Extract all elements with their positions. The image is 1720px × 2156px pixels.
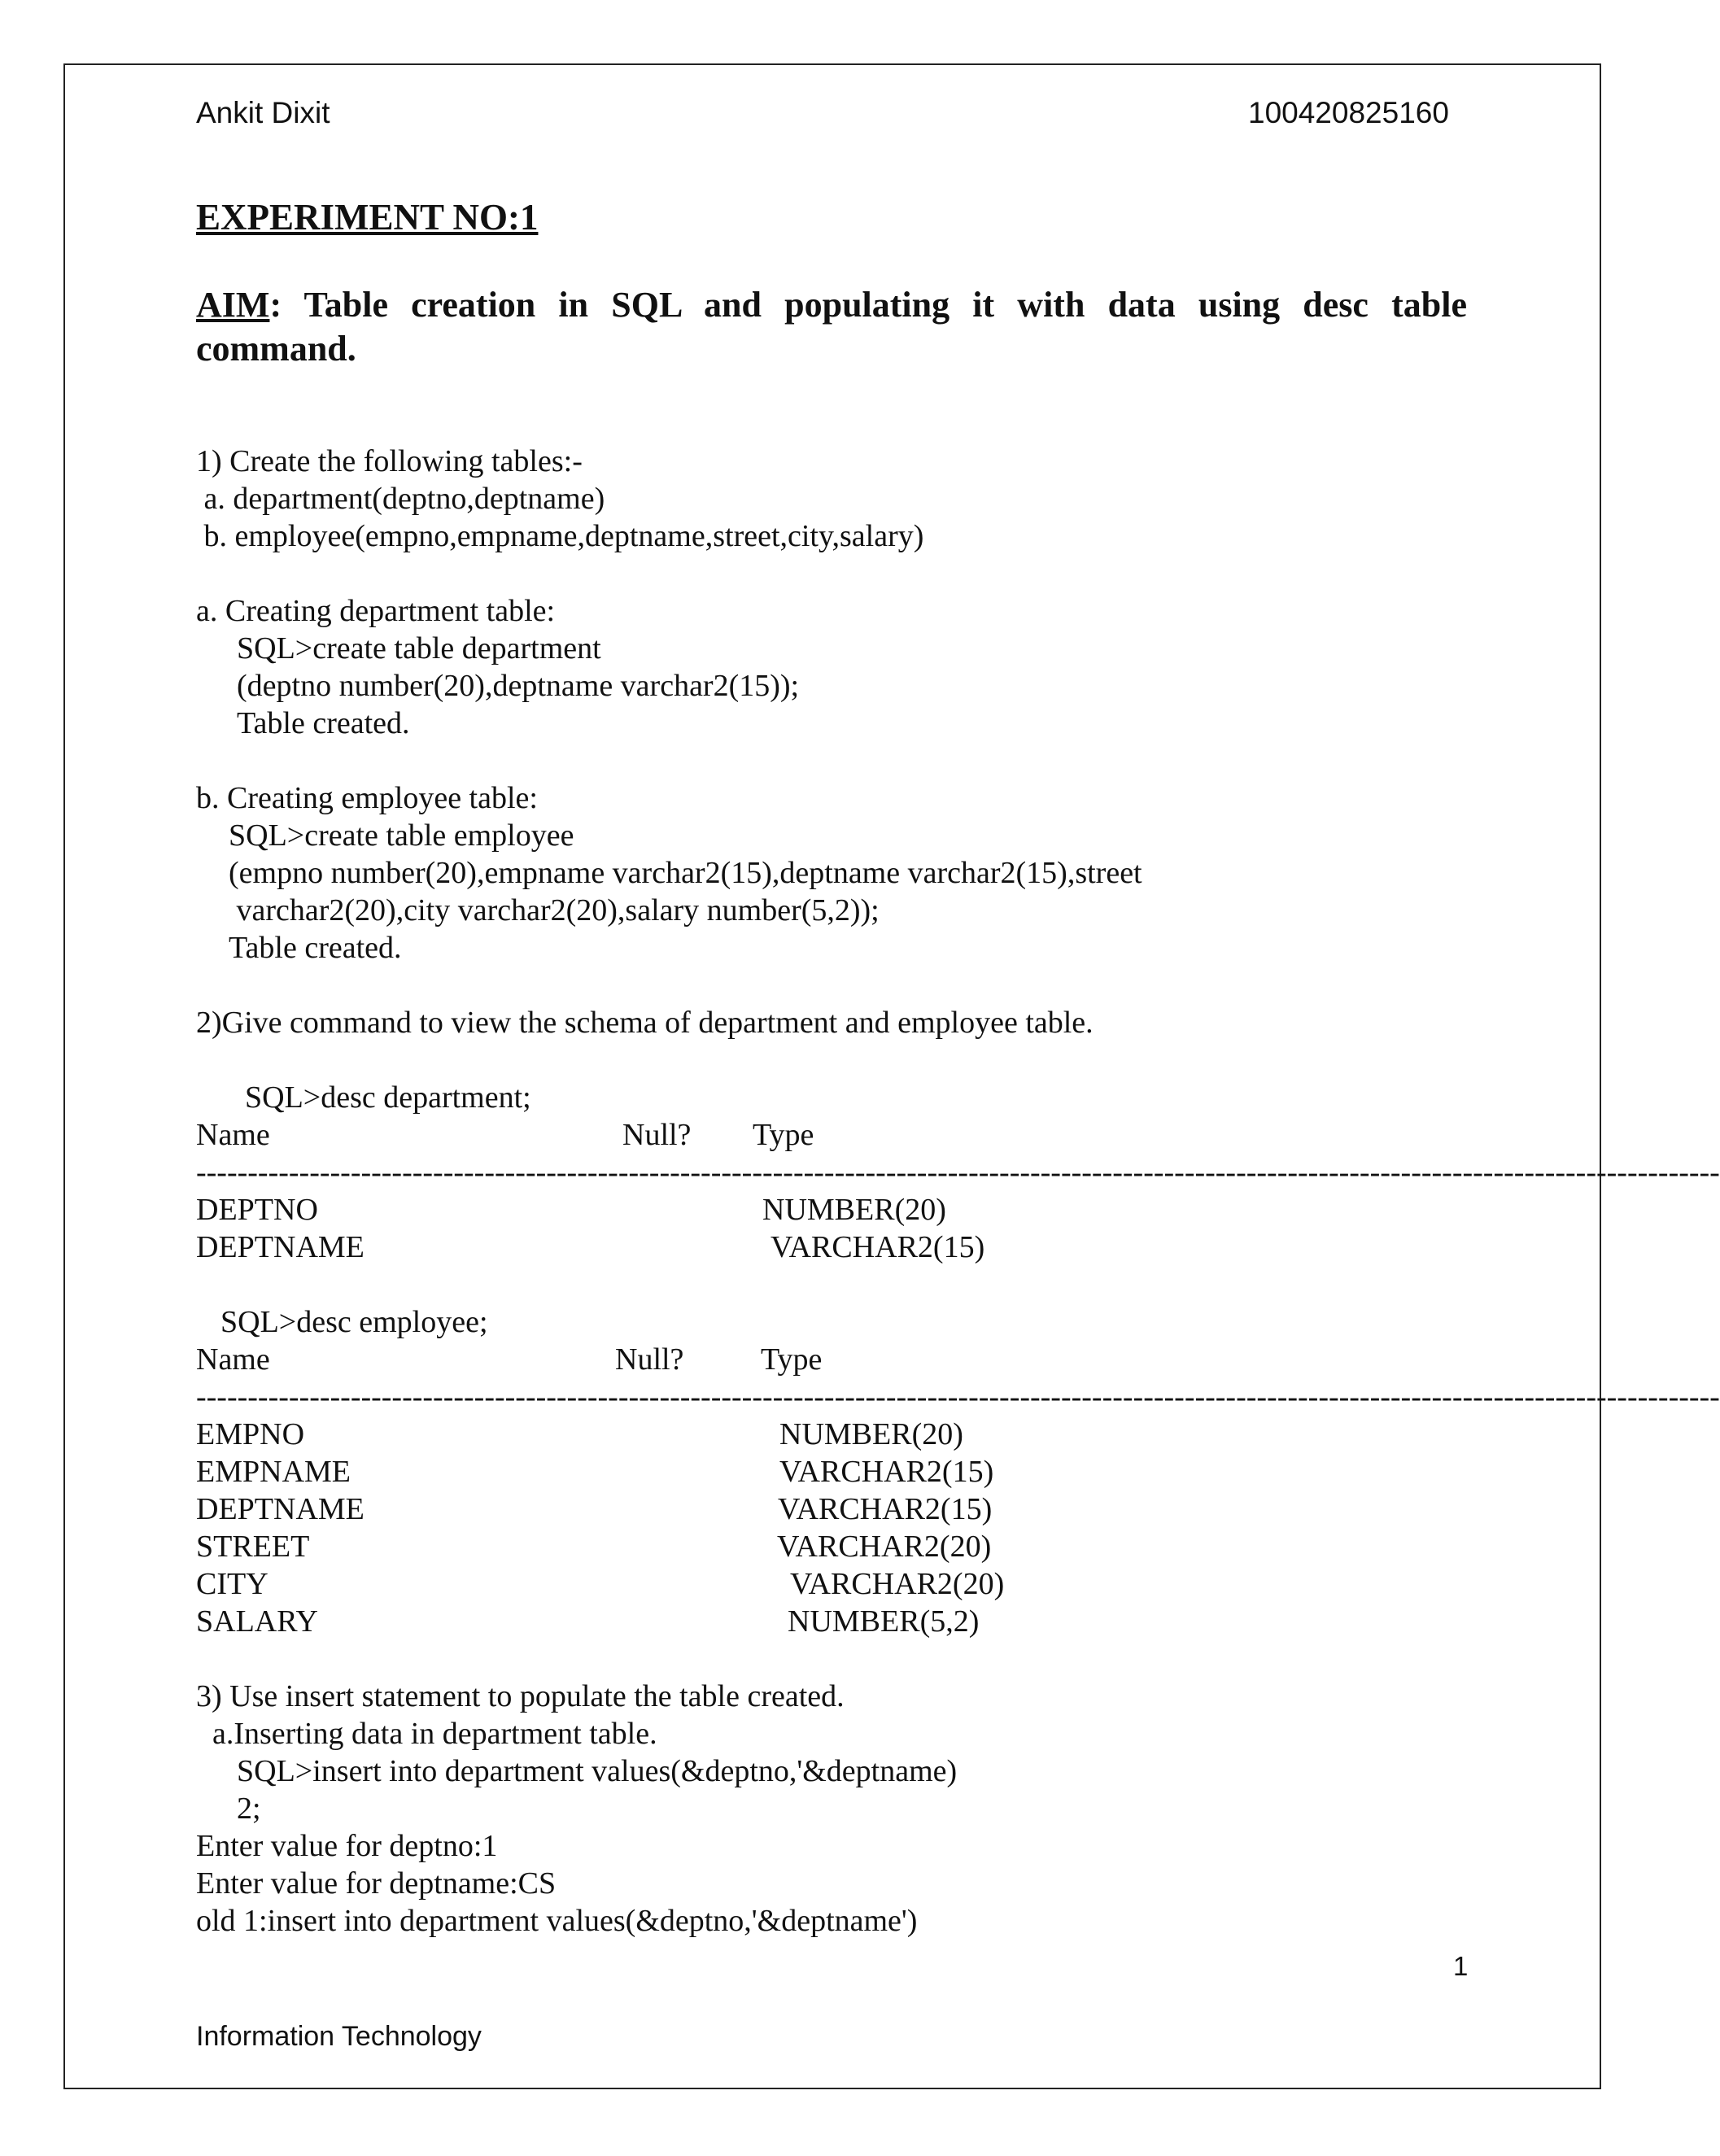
create-emp-line3: varchar2(20),city varchar2(20),salary number(5,2)); (229, 893, 880, 927)
desc-dept-separator: ---------------------------------------------------------------------------------------------------------------------------------------------------- (196, 1155, 1720, 1189)
desc-emp-command: SQL>desc employee; (220, 1305, 488, 1339)
desc-emp-row-type: VARCHAR2(20) (790, 1567, 1005, 1601)
q2-heading: 2)Give command to view the schema of department and employee table. (196, 1006, 1094, 1040)
desc-emp-row-name: EMPNO (196, 1417, 305, 1451)
create-emp-heading: b. Creating employee table: (196, 781, 538, 815)
footer-department: Information Technology (196, 2021, 482, 2052)
create-emp-line4: Table created. (229, 931, 402, 965)
desc-emp-row-type: VARCHAR2(15) (779, 1455, 994, 1489)
desc-dept-row-name: DEPTNO (196, 1193, 318, 1227)
desc-emp-separator: ---------------------------------------------------------------------------------------------------------------------------------------------------- (196, 1380, 1720, 1414)
desc-emp-row-name: STREET (196, 1530, 310, 1564)
aim-label: AIM (196, 285, 270, 325)
q3-line-2: 2; (237, 1792, 261, 1826)
experiment-title: EXPERIMENT NO:1 (196, 197, 539, 238)
aim-statement (196, 283, 1467, 371)
desc-dept-col-null: Null? (622, 1118, 692, 1152)
q1-item-a: a. department(deptno,deptname) (196, 482, 605, 516)
create-dept-line2: (deptno number(20),deptname varchar2(15)); (237, 669, 800, 703)
q3-sub-a: a.Inserting data in department table. (212, 1717, 657, 1751)
q3-enter-deptname: Enter value for deptname:CS (196, 1866, 557, 1901)
aim-text: : Table creation in SQL and populating it with data using desc table command. (196, 285, 1467, 369)
desc-emp-row-name: DEPTNAME (196, 1492, 365, 1526)
q1-item-b: b. employee(empno,empname,deptname,street,city,salary) (196, 519, 924, 553)
desc-dept-row-type: VARCHAR2(15) (771, 1230, 985, 1264)
create-dept-line1: SQL>create table department (237, 631, 601, 666)
create-dept-line3: Table created. (237, 706, 410, 740)
desc-dept-col-name: Name (196, 1118, 270, 1152)
q3-enter-deptno: Enter value for deptno:1 (196, 1829, 498, 1863)
create-emp-line2: (empno number(20),empname varchar2(15),deptname varchar2(15),street (229, 856, 1142, 890)
desc-emp-col-type: Type (761, 1342, 823, 1377)
desc-emp-row-type: VARCHAR2(15) (778, 1492, 993, 1526)
desc-dept-command: SQL>desc department; (245, 1080, 531, 1115)
create-emp-line1: SQL>create table employee (229, 818, 574, 853)
desc-dept-col-type: Type (753, 1118, 814, 1152)
desc-emp-row-name: EMPNAME (196, 1455, 351, 1489)
desc-emp-row-name: CITY (196, 1567, 268, 1601)
author-name: Ankit Dixit (196, 96, 330, 129)
q1-heading: 1) Create the following tables:- (196, 444, 583, 478)
desc-emp-row-name: SALARY (196, 1604, 318, 1639)
roll-number: 100420825160 (1248, 96, 1449, 129)
q3-heading: 3) Use insert statement to populate the table created. (196, 1679, 845, 1713)
page-number: 1 (1453, 1951, 1469, 1981)
desc-emp-col-name: Name (196, 1342, 270, 1377)
desc-dept-row-type: NUMBER(20) (762, 1193, 946, 1227)
desc-dept-row-name: DEPTNAME (196, 1230, 365, 1264)
create-dept-heading: a. Creating department table: (196, 594, 556, 628)
q3-old-1: old 1:insert into department values(&deptno,'&deptname') (196, 1904, 918, 1938)
q3-sql: SQL>insert into department values(&deptno,'&deptname) (237, 1754, 958, 1788)
desc-emp-row-type: NUMBER(20) (779, 1417, 963, 1451)
desc-emp-row-type: NUMBER(5,2) (788, 1604, 980, 1639)
desc-emp-col-null: Null? (615, 1342, 684, 1377)
desc-emp-row-type: VARCHAR2(20) (777, 1530, 992, 1564)
